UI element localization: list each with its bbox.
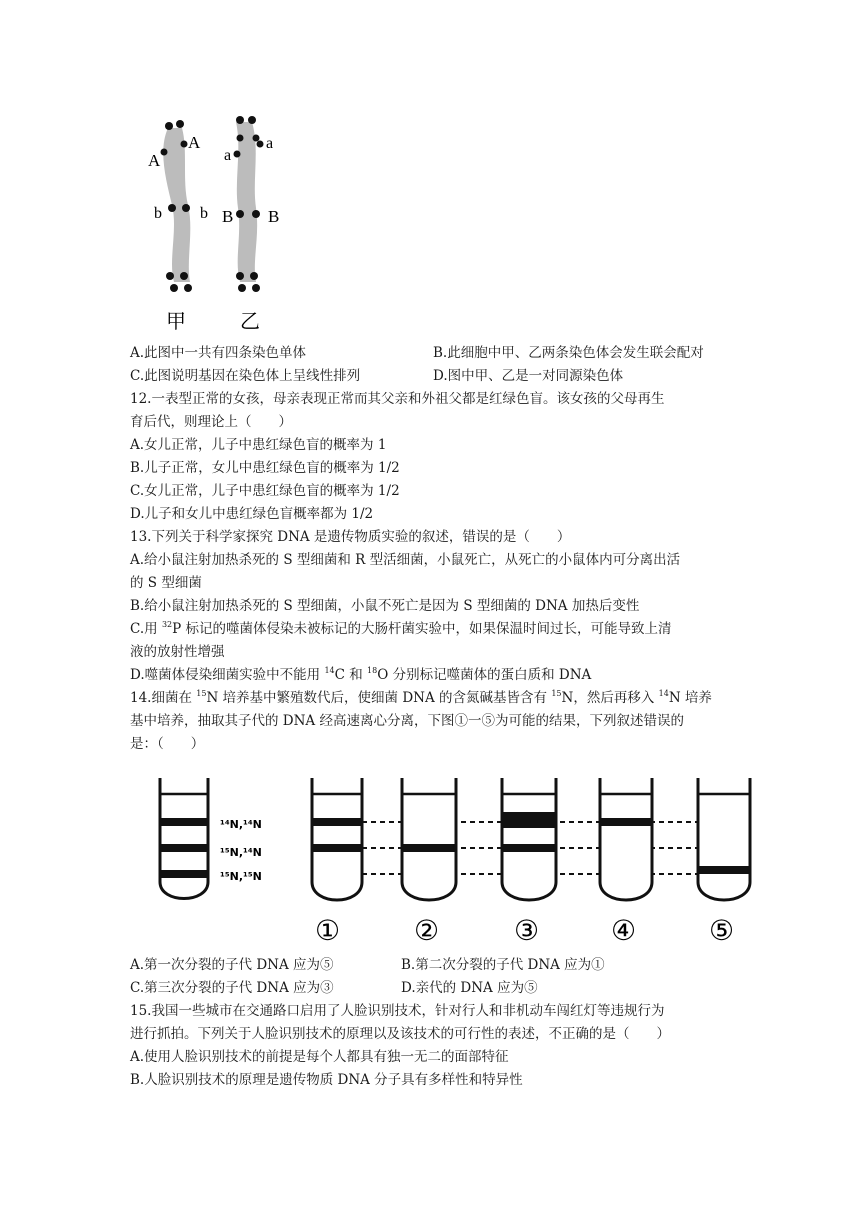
q13-option-c-line2: 液的放射性增强 (130, 644, 225, 660)
chromosome-yi (234, 116, 264, 292)
q14-stem-line3: 是：（ ） (130, 736, 205, 752)
question-11-options (130, 342, 740, 388)
question-15 (130, 1000, 740, 1092)
band-label-14n-14n: ¹⁴N,¹⁴N (220, 818, 262, 831)
tube-number-4: ④ (611, 914, 637, 947)
tube-2 (402, 778, 456, 900)
q12-option-a: A.女儿正常，儿子中患红绿色盲的概率为 1 (130, 437, 387, 453)
question-13 (130, 526, 740, 687)
q13-option-d: D.噬菌体侵染细菌实验中不能用 $^{14}$C 和 $^{18}$O 分别标记噬菌体的蛋白质和 DNA (130, 666, 592, 683)
centrifuge-tubes-figure (150, 772, 762, 948)
q13-option-a-line2: 的 S 型细菌 (130, 575, 202, 591)
q13-option-b: B.给小鼠注射加热杀死的 S 型细菌，小鼠不死亡是因为 S 型细菌的 DNA 加热后变性 (130, 598, 640, 614)
q15-option-b: B.人脸识别技术的原理是遗传物质 DNA 分子具有多样性和特异性 (130, 1072, 523, 1088)
q13-stem: 13.下列关于科学家探究 DNA 是遗传物质实验的叙述，错误的是（ ） (130, 529, 571, 545)
gene-label-b-left: b (154, 205, 162, 222)
q12-option-d: D.儿子和女儿中患红绿色盲概率都为 1/2 (130, 506, 374, 522)
band-label-15n-15n: ¹⁵N,¹⁵N (220, 870, 262, 883)
tube-number-1: ① (315, 914, 341, 947)
q14-option-b: B.第二次分裂的子代 DNA 应为① (401, 957, 605, 973)
question-14-stem (130, 687, 740, 756)
q12-stem-line2: 育后代，则理论上（ ） (130, 414, 292, 430)
tube-1 (312, 778, 362, 900)
q14-option-c: C.第三次分裂的子代 DNA 应为③ (130, 980, 334, 996)
gene-label-A-right: A (188, 133, 201, 152)
gene-label-a-left: a (224, 147, 232, 164)
band-label-15n-14n: ¹⁵N,¹⁴N (220, 846, 262, 859)
gene-label-B-left: B (222, 207, 234, 226)
tube-number-5: ⑤ (709, 914, 735, 947)
q11-option-c: C.此图说明基因在染色体上呈线性排列 (130, 368, 361, 384)
question-14-options (130, 954, 740, 1000)
tube-number-2: ② (414, 914, 440, 947)
chromosome-name-yi: 乙 (240, 309, 260, 333)
q14-stem-line1: 14.细菌在 $^{15}$N 培养基中繁殖数代后，使细菌 DNA 的含氮碱基皆含有 $^{15}$N，然后再移入 $^{14}$N 培养 (130, 689, 712, 706)
chromosome-figure (128, 110, 298, 338)
gene-label-b-right: b (200, 205, 208, 222)
gene-label-a-right: a (266, 135, 274, 152)
chromosome-name-jia: 甲 (166, 309, 186, 333)
q13-option-c-line1: C.用 $^{32}$P 标记的噬菌体侵染未被标记的大肠杆菌实验中，如果保温时间过长，可能导致上清 (130, 620, 672, 637)
tube-3 (502, 778, 556, 900)
gene-label-B-right: B (268, 207, 280, 226)
q11-option-a: A.此图中一共有四条染色单体 (130, 345, 307, 361)
q15-option-a: A.使用人脸识别技术的前提是每个人都具有独一无二的面部特征 (130, 1049, 509, 1065)
q11-option-d: D.图中甲、乙是一对同源染色体 (433, 368, 624, 384)
gene-label-A-left: A (148, 151, 161, 170)
tube-4 (600, 778, 652, 900)
tube-number-3: ③ (514, 914, 540, 947)
reference-tube (160, 778, 262, 899)
q14-option-d: D.亲代的 DNA 应为⑤ (401, 980, 538, 996)
q12-option-c: C.女儿正常，儿子中患红绿色盲的概率为 1/2 (130, 483, 400, 499)
tube-5 (698, 778, 750, 900)
q12-stem-line1: 12.一表型正常的女孩，母亲表现正常而其父亲和外祖父都是红绿色盲。该女孩的父母再生 (130, 391, 665, 407)
question-12 (130, 388, 740, 526)
q13-option-a-line1: A.给小鼠注射加热杀死的 S 型细菌和 R 型活细菌，小鼠死亡，从死亡的小鼠体内可分离出活 (130, 552, 681, 568)
q14-option-a: A.第一次分裂的子代 DNA 应为⑤ (130, 957, 334, 973)
q14-stem-line2: 基中培养，抽取其子代的 DNA 经高速离心分离，下图①一⑤为可能的结果，下列叙述错误的 (130, 713, 684, 729)
q15-stem-line1: 15.我国一些城市在交通路口启用了人脸识别技术，针对行人和非机动车闯红灯等违规行为 (130, 1003, 665, 1019)
q12-option-b: B.儿子正常，女儿中患红绿色盲的概率为 1/2 (130, 460, 400, 476)
q11-option-b: B.此细胞中甲、乙两条染色体会发生联会配对 (433, 345, 704, 361)
q15-stem-line2: 进行抓拍。下列关于人脸识别技术的原理以及该技术的可行性的表述，不正确的是（ ） (130, 1026, 670, 1042)
